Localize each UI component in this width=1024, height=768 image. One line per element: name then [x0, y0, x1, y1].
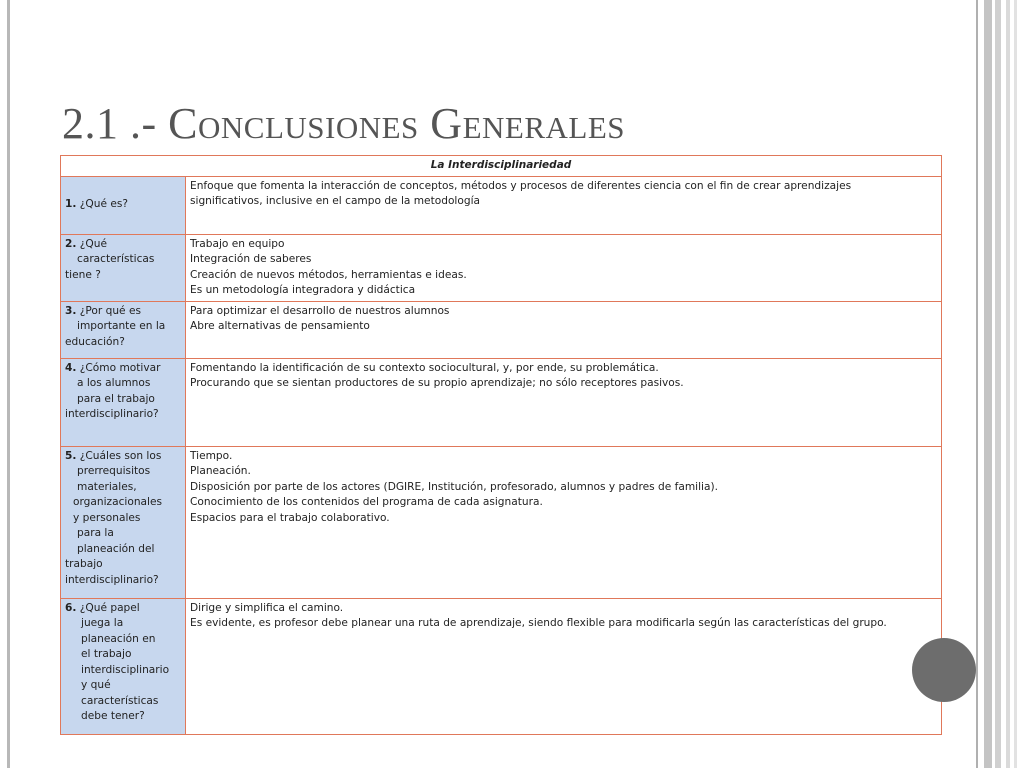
question-cell: [61, 598, 186, 734]
question-cell: [61, 301, 186, 358]
question-text: tiene ?: [65, 268, 101, 281]
table-row: [61, 301, 942, 358]
question-text: debe tener?: [81, 710, 145, 722]
question-text: importante en la: [77, 320, 166, 332]
question-text: y personales: [73, 511, 141, 524]
question-number: 5.: [65, 449, 77, 462]
question-text: ¿Por qué es: [79, 304, 141, 317]
table-row: [61, 234, 942, 301]
question-cell: [61, 358, 186, 446]
table-row: [61, 358, 942, 446]
question-text: planeación del: [77, 542, 155, 555]
answer-line: Dirige y simplifica el camino.: [190, 601, 344, 614]
question-text: interdisciplinario?: [65, 408, 159, 420]
answer-line: Planeación.: [190, 465, 251, 477]
question-text: el trabajo: [81, 648, 132, 660]
question-text: ¿Cuáles son los: [79, 449, 162, 462]
slide-frame-right: [995, 0, 1001, 768]
slide-frame-left: [7, 0, 10, 768]
question-text: planeación en: [81, 632, 156, 645]
answer-line: Disposición por parte de los actores (DGIRE, Institución, profesorado, alumnos y padres de familia).: [190, 480, 718, 493]
question-number: 6.: [65, 601, 77, 614]
question-number: 3.: [65, 304, 77, 317]
answer-cell: [186, 301, 942, 358]
table-row: [61, 176, 942, 234]
question-cell: [61, 446, 186, 598]
answer-line: Es un metodología integradora y didáctica: [190, 284, 416, 296]
question-number: 1.: [65, 198, 77, 211]
decorative-circle: [912, 638, 976, 702]
answer-line: Abre alternativas de pensamiento: [190, 320, 370, 332]
question-cell: [61, 234, 186, 301]
answer-line: Trabajo en equipo: [190, 237, 285, 250]
answer-cell: [186, 358, 942, 446]
question-text: prerrequisitos: [77, 465, 151, 477]
question-text: materiales,: [77, 480, 137, 493]
question-number: 2.: [65, 237, 77, 250]
question-text: organizacionales: [73, 496, 163, 508]
question-text: características: [77, 253, 155, 265]
question-text: características: [81, 694, 159, 707]
answer-line: Es evidente, es profesor debe planear una ruta de aprendizaje, siendo flexible para modificarla según las características del grupo.: [190, 617, 887, 629]
question-text: interdisciplinario: [81, 663, 170, 676]
slide-frame-right: [1014, 0, 1017, 768]
question-text: trabajo: [65, 558, 103, 570]
question-text: juega la: [81, 617, 124, 629]
table-header: La Interdisciplinariedad: [61, 156, 942, 177]
question-text: y qué: [81, 679, 111, 691]
interdisciplinarity-table: [60, 155, 942, 735]
slide-frame-right: [984, 0, 992, 768]
answer-line: Para optimizar el desarrollo de nuestros alumnos: [190, 304, 450, 317]
answer-line: Conocimiento de los contenidos del programa de cada asignatura.: [190, 496, 543, 508]
question-cell: [61, 176, 186, 234]
answer-cell: [186, 446, 942, 598]
answer-line: Procurando que se sientan productores de su propio aprendizaje; no sólo receptores pasivos.: [190, 377, 684, 389]
question-text: ¿Qué: [79, 237, 107, 250]
answer-line: Creación de nuevos métodos, herramientas e ideas.: [190, 268, 467, 281]
question-text: a los alumnos: [77, 377, 151, 389]
slide-frame-right: [976, 0, 978, 768]
table-header-row: [61, 156, 942, 177]
answer-line: Fomentando la identificación de su contexto sociocultural, y, por ende, su problemática.: [190, 361, 659, 374]
question-text: ¿Cómo motivar: [79, 361, 161, 374]
answer-line: Tiempo.: [190, 449, 233, 462]
slide-title: 2.1 .- Conclusiones Generales: [62, 99, 626, 148]
answer-line: Enfoque que fomenta la interacción de conceptos, métodos y procesos de diferentes ciencia con el fin de crear aprendizajes: [190, 179, 852, 192]
answer-line: Espacios para el trabajo colaborativo.: [190, 511, 390, 524]
question-text: para la: [77, 527, 114, 539]
question-text: ¿Qué papel: [79, 601, 140, 614]
question-number: 4.: [65, 361, 77, 374]
question-text: para el trabajo: [77, 392, 155, 405]
question-text: interdisciplinario?: [65, 573, 159, 586]
table-row: [61, 598, 942, 734]
answer-cell: [186, 598, 942, 734]
slide-frame-right: [1006, 0, 1010, 768]
table-row: [61, 446, 942, 598]
answer-line: Integración de saberes: [190, 253, 312, 265]
question-text: ¿Qué es?: [79, 198, 129, 211]
answer-line: significativos, inclusive en el campo de la metodología: [190, 195, 481, 207]
answer-cell: [186, 234, 942, 301]
question-text: educación?: [65, 335, 125, 348]
answer-cell: [186, 176, 942, 234]
